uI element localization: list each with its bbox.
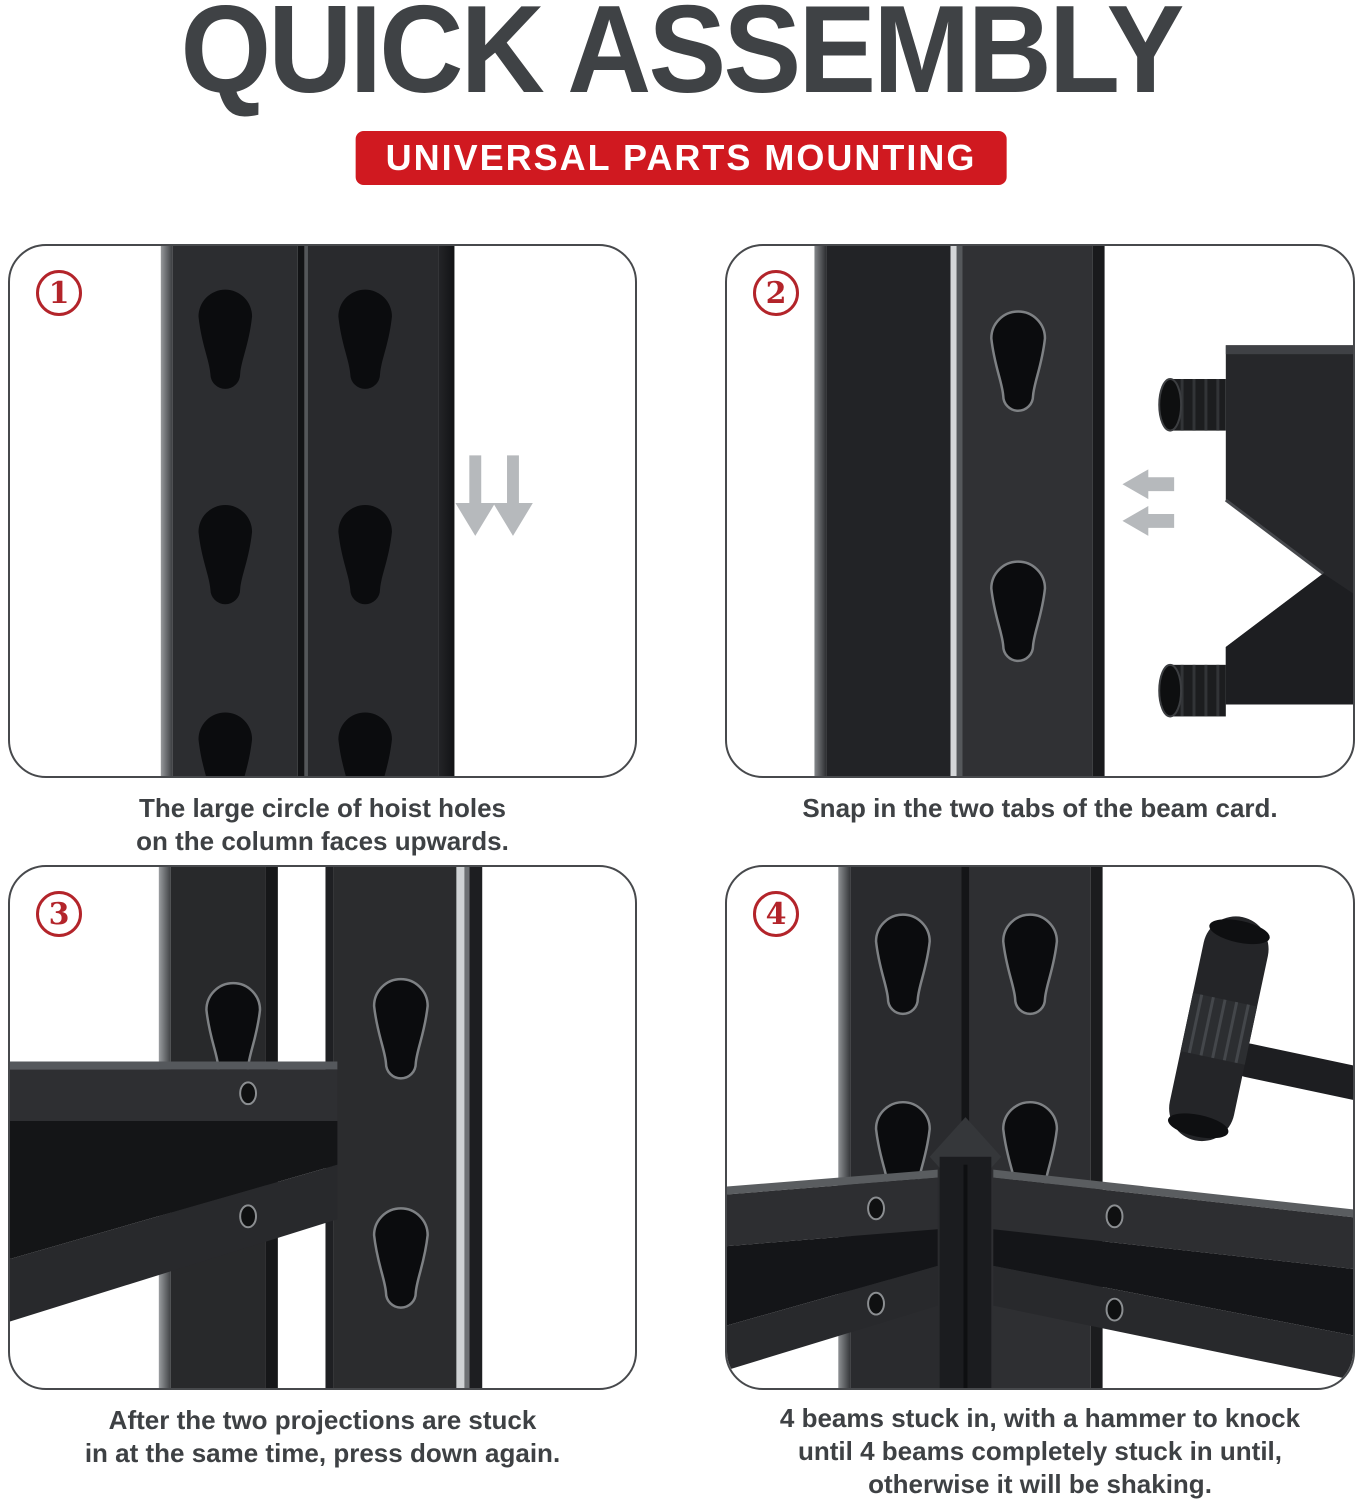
step-4-number-badge: 4 xyxy=(753,891,799,937)
caption-line: The large circle of hoist holes xyxy=(139,793,506,823)
left-arrows-icon xyxy=(1122,469,1174,535)
corner-cap xyxy=(930,1117,1002,1388)
beam-card-tab xyxy=(1159,379,1226,431)
front-post xyxy=(325,867,482,1388)
rivet xyxy=(868,1293,884,1315)
step-2-illustration xyxy=(727,246,1353,776)
step-4-caption xyxy=(725,1402,1355,1500)
step-2-caption xyxy=(725,792,1355,825)
caption-line: otherwise it will be shaking. xyxy=(868,1469,1212,1499)
caption-line: on the column faces upwards. xyxy=(136,826,509,856)
down-arrows-icon xyxy=(455,455,532,535)
beam-card-tab xyxy=(1159,665,1226,717)
step-3-panel xyxy=(8,865,637,1390)
corner-post xyxy=(161,246,455,776)
banner-label: UNIVERSAL PARTS MOUNTING xyxy=(356,131,1007,185)
column xyxy=(814,246,1104,776)
caption-line: in at the same time, press down again. xyxy=(84,1438,561,1468)
step-2-panel xyxy=(725,244,1355,778)
step-1-number-badge: 1 xyxy=(36,270,82,316)
rivet xyxy=(1107,1299,1123,1321)
step-4-illustration xyxy=(727,867,1353,1388)
step-2-number-badge: 2 xyxy=(753,270,799,316)
caption-line: After the two projections are stuck xyxy=(108,1405,537,1435)
rivet xyxy=(240,1082,256,1104)
caption-line: 4 beams stuck in, with a hammer to knock xyxy=(779,1403,1301,1433)
step-3-illustration xyxy=(10,867,635,1388)
step-1-caption xyxy=(8,792,637,858)
caption-line: Snap in the two tabs of the beam card. xyxy=(802,793,1278,823)
mallet-icon xyxy=(1163,910,1353,1179)
rivet xyxy=(1107,1205,1123,1227)
caption-line: until 4 beams completely stuck in until, xyxy=(798,1436,1282,1466)
rivet xyxy=(240,1205,256,1227)
step-3-caption xyxy=(8,1404,637,1470)
page-title: QUICK ASSEMBLY xyxy=(180,0,1182,119)
rivet xyxy=(868,1197,884,1219)
step-3-number-badge: 3 xyxy=(36,891,82,937)
step-4-panel xyxy=(725,865,1355,1390)
beam-card xyxy=(1159,345,1353,716)
step-1-illustration xyxy=(10,246,635,776)
step-1-panel xyxy=(8,244,637,778)
